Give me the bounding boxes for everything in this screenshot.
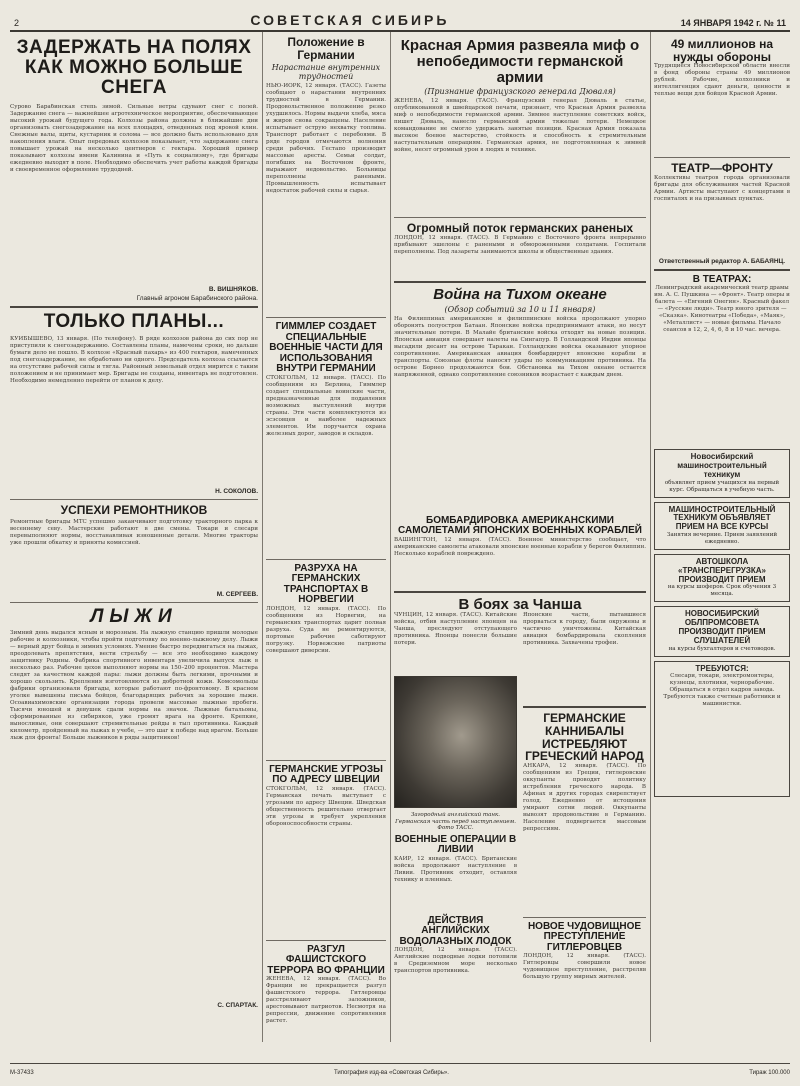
article-headline-submarines: ДЕЙСТВИЯ АНГЛИЙСКИХ ВОДОЛАЗНЫХ ЛОДОК: [399, 914, 512, 947]
article-body: Ремонтные бригады МТС успешно заканчивают подготовку тракторного парка к весеннему севу. Мастерские работают в две смены. Токари и слесари перевыполняют нормы, восстанавливая изношенные детали. Многие тракторы уже прошли обкатку и приняты комиссией.: [10, 519, 258, 547]
article-body: Японские части, пытавшиеся прорваться к городу, были окружены и частично уничтожены. Китайская авиация бомбардировала скопления противника. Захвачены трофеи.: [523, 612, 646, 647]
article-subhead: (Обзор событий за 10 и 11 января): [444, 304, 596, 314]
ad-title: НОВОСИБИРСКИЙ ОБЛПРОМСОВЕТА ПРОИЗВОДИТ ПРИЕМ СЛУШАТЕЛЕЙ: [678, 609, 766, 645]
column-rule: [650, 32, 651, 1042]
ad-title: АВТОШКОЛА «ТРАНСПЕРЕГРУЗКА» ПРОИЗВОДИТ ПРИЕМ: [678, 557, 766, 584]
footer-circulation: Тираж 100.000: [749, 1070, 790, 1076]
article-subhead: Нарастание внутренних трудностей: [271, 63, 381, 82]
divider: [266, 940, 386, 941]
article-body: ЖЕНЕВА, 12 января. (ТАСС). Во Франции не прекращается разгул фашистского террора. Гитлеровцы расстреливают заложников, арестовывают патриотов. Несмотря на репрессии, движение сопротивления растет.: [266, 976, 386, 1025]
changsha-section: [394, 612, 646, 1023]
divider: [10, 306, 258, 308]
article-headline-changsha: В боях за Чанша: [458, 595, 582, 613]
article-body: ЛОНДОН, 12 января. (ТАСС). В Германию с Восточного фронта непрерывно прибывают эшелоны с ранеными и обмороженными солдатами. Госпитали переполнены. Под лазареты занимаются школы и общественные здания.: [394, 234, 646, 255]
divider: [523, 706, 646, 708]
column-left: [10, 32, 258, 1042]
article-body: ЛОНДОН, 12 января. (ТАСС). Гитлеровцы совершили новое чудовищное преступление, расстреляв большую группу мирных жителей.: [523, 953, 646, 981]
article-headline-sweden: ГЕРМАНСКИЕ УГРОЗЫ ПО АДРЕСУ ШВЕЦИИ: [269, 763, 383, 786]
war-photo: [394, 676, 517, 808]
article-headline-himmler: ГИММЛЕР СОЗДАЕТ СПЕЦИАЛЬНЫЕ ВОЕННЫЕ ЧАСТИ ДЛЯ ИСПОЛЬЗОВАНИЯ ВНУТРИ ГЕРМАНИИ: [269, 321, 383, 375]
article-headline-wounded: Огромный поток германских раненых: [406, 221, 634, 236]
article-body: АНКАРА, 12 января. (ТАСС). По сообщениям из Греции, гитлеровские оккупанты проводят политику истребления греческого народа. В Афинах и других городах свирепствует голод. Ежедневно от истощения умирают сотни людей. Оккупанты вывозят продовольствие в Германию. Население подвергается массовым репрессиям.: [523, 762, 646, 832]
article-body: КАИР, 12 января. (ТАСС). Британские войска продолжают наступление в Ливии. Противник отходит, оставляя технику и пленных.: [394, 855, 517, 883]
advertisement: [654, 661, 790, 798]
article-body: КУЙБЫШЕВО, 13 января. (По телефону). В ряде колхозов района до сих пор не приступили к снегозадержанию. Составлены планы, намечены сроки, но дальше бумаги дело не пошло. В колхозе «Красный пахарь» из 400 гектаров, намеченных под снегозадержание, не обработано ни одного. Председатель колхоза ссылается на отсутствие рабочей силы и тягла. Районный земельный отдел мирится с таким положением и не принимает мер. Бригады не созданы, инвентарь не подготовлен. Необходимо немедленно перейти от планов к делу.: [10, 335, 258, 384]
article-headline-theatre: ТЕАТР—ФРОНТУ: [671, 161, 773, 176]
theatres-title: В ТЕАТРАХ:: [692, 273, 752, 285]
ad-body: на курсы шоферов. Срок обучения 3 месяца.: [667, 584, 777, 598]
divider: [266, 317, 386, 318]
ad-body: Занятия вечерние. Прием заявлений ежедневно.: [666, 532, 778, 546]
article-headline-skis: ЛЫЖИ: [90, 606, 178, 628]
divider: [394, 217, 646, 218]
divider: [654, 269, 790, 271]
page-number: 2: [14, 18, 20, 28]
footer-printer: Типография изд-ва «Советская Сибирь».: [333, 1070, 449, 1076]
article-body: ЛОНДОН, 12 января. (ТАСС). По сообщениям из Норвегии, на германских транспортах царит полная разруха. Суда не ремонтируются, портовые рабочие саботируют погрузку. Норвежские патриоты совершают диверсии.: [266, 605, 386, 654]
article-headline-pacific: Война на Тихом океане: [433, 285, 607, 303]
divider: [266, 559, 386, 560]
divider: [523, 917, 646, 918]
signature: В. ВИШНЯКОВ.: [208, 285, 258, 293]
ad-body: объявляет прием учащихся на первый курс. Обращаться в учебную часть.: [664, 479, 780, 493]
article-body: ЧУНЦИН, 12 января. (ТАСС). Китайские войска, отбив наступление японцев на Чанша, преследуют отступающего противника. Японцы понесли большие потери.: [394, 612, 517, 647]
changsha-left: [394, 612, 517, 1023]
article-headline-norway: РАЗРУХА НА ГЕРМАНСКИХ ТРАНСПОРТАХ В НОРВЕГИИ: [283, 562, 369, 606]
advertisement: [654, 502, 790, 550]
theatre-listings: Ленинградский академический театр драмы им. А. С. Пушкина — «Фронт». Театр оперы и балета — «Евгений Онегин». Красный факел — «Русские люди». Театр юного зрителя — «Сказка». Кинотеатры «Победа», «Маяк», «Металлист» — новые фильмы. Начало сеансов в 12, 2, 4, 6, 8 и 10 час. вечера.: [654, 285, 790, 334]
article-body: Сурово Барабинская степь зимой. Сильные ветры сдувают снег с полей. Задержание снега — важнейшее агротехническое мероприятие, обеспечивающее высокий урожай будущего года. Колхозы района должны в ближайшие дни организовать снегозадержание на всех площадях, отведенных под яровой клин. Снежные валы, щиты, кустарник и солома — все должно быть использовано для накопления влаги. Опыт передовых колхозов показывает, что задержание снега повышает урожай на несколько центнеров с гектара. Хороший пример показывают колхозы имени Калинина и «Путь к социализму», где бригады ежедневно выходят в поле. Необходимо обеспечить учет работы каждой бригады и своевременное оформление трудодней.: [10, 103, 258, 173]
photo-caption: Загородный английский танк. Германская часть перед наступлением. Фото ТАСС.: [395, 812, 516, 832]
article-grid: [10, 32, 790, 1064]
article-headline-greece: ГЕРМАНСКИЕ КАННИБАЛЫ ИСТРЕБЛЯЮТ ГРЕЧЕСКИЙ НАРОД: [525, 711, 644, 764]
column-germany: [266, 32, 386, 1042]
newspaper-title: СОВЕТСКАЯ СИБИРЬ: [250, 12, 450, 28]
changsha-right: [523, 612, 646, 1023]
issue-date: 14 ЯНВАРЯ 1942 г. № 11: [680, 18, 786, 28]
signature-role: Главный агроном Барабинского района.: [136, 294, 258, 302]
signature: С. СПАРТАК.: [217, 1002, 258, 1010]
article-body: СТОКГОЛЬМ, 12 января. (ТАСС). Германская печать выступает с угрозами по адресу Швеции. Шведская общественность решительно отвергает эти угрозы и требует укрепления обороноспособности страны.: [266, 785, 386, 827]
page-footer: [10, 1063, 790, 1082]
column-center: [394, 32, 646, 1042]
advertisement: [654, 449, 790, 497]
masthead: [10, 6, 790, 32]
divider: [10, 499, 258, 500]
article-body: ЖЕНЕВА, 12 января. (ТАСС). Французский генерал Дюваль в статье, опубликованной в швейцарской печати, признает, что Красная Армия развеяла миф о непобедимости германской армии. Зимнее наступление советских войск, пишет Дюваль, нанесло германской армии тяжелые потери. Немецкое командование не смогло удержать занятые позиции. Красная Армия показала высокое боевое мастерство, стойкость и способность к стремительным наступательным операциям. Германская армия, не подготовленная к зимней войне, несет огромный урон в людях и технике.: [394, 98, 646, 154]
article-headline-crime: НОВОЕ ЧУДОВИЩНОЕ ПРЕСТУПЛЕНИЕ ГИТЛЕРОВЦЕВ: [527, 920, 642, 953]
article-headline-red-army: Красная Армия развеяла миф о непобедимости германской армии: [400, 37, 640, 86]
article-body: СТОКГОЛЬМ, 12 января. (ТАСС). По сообщениям из Берлина, Гиммлер создает специальные воинские части, предназначенные для подавления возможных выступлений внутри страны. Эти части комплектуются из эсэсовцев и наиболее надежных элементов. Им поручается охрана железных дорог, заводов и складов.: [266, 374, 386, 437]
article-body: НЬЮ-ЙОРК, 12 января. (ТАСС). Газеты сообщают о нарастании внутренних трудностей в Германии. Продовольственное положение резко ухудшилось. Нормы выдачи хлеба, мяса и жиров снова сокращены. Население испытывает острую нехватку топлива. Транспорт работает с перебоями. В ряде городов отмечаются волнения среди рабочих. Гестапо производит массовые аресты. Семьи солдат, погибших на Восточном фронте, выражают недовольство. Больницы переполнены ранеными. Промышленность испытывает недостаток рабочей силы и сырья.: [266, 83, 386, 195]
ad-body: Слесари, токари, электромонтеры, кузнецы, плотники, чернорабочие. Обращаться в отдел кадров завода. Требуются также счетные работники и машинистки.: [663, 673, 781, 708]
article-headline-defense: 49 миллионов на нужды обороны: [670, 37, 774, 64]
article-subhead: (Признание французского генерала Дюваля): [424, 87, 616, 97]
divider: [394, 281, 646, 283]
article-body: Трудящиеся Новосибирской области внесли в фонд обороны страны 49 миллионов рублей. Рабочие, колхозники и интеллигенция сдают деньги, ценности и теплые вещи для бойцов Красной Армии.: [654, 63, 790, 98]
article-headline-germany: Положение в Германии: [287, 35, 365, 62]
column-right: [654, 32, 790, 1042]
advertisement: [654, 554, 790, 602]
divider: [394, 591, 646, 593]
column-rule: [390, 32, 391, 1042]
article-headline-repair: УСПЕХИ РЕМОНТНИКОВ: [60, 502, 208, 517]
article-headline-libya: ВОЕННЫЕ ОПЕРАЦИИ В ЛИВИИ: [394, 833, 517, 856]
signature: М. СЕРГЕЕВ.: [216, 591, 258, 599]
divider: [10, 602, 258, 603]
article-headline-bombing: БОМБАРДИРОВКА АМЕРИКАНСКИМИ САМОЛЕТАМИ ЯПОНСКИХ ВОЕННЫХ КОРАБЛЕЙ: [398, 514, 642, 537]
divider: [654, 157, 790, 158]
article-body: На Филиппинах американские и филиппинские войска продолжают упорно оборонять полуостров Батаан. Японские войска предпринимают атаки, но несут значительные потери. В Малайе британские войска отходят на новые позиции. Японская авиация совершает налеты на Сингапур. В Голландской Индии японцы высадили десант на острове Таракан. Голландские войска оказывают упорное сопротивление. Американская авиация бомбардирует японские корабли и транспорты. Союзные флоты наносят удары по коммуникациям противника. На острове Борнео продолжаются бои. Обстановка на Тихом океане остается напряженной, однако сопротивление союзников возрастает с каждым днем.: [394, 315, 646, 378]
article-body: ВАШИНГТОН, 12 января. (ТАСС). Военное министерство сообщает, что американские самолеты атаковали японские военные корабли у берегов Филиппин. Несколько кораблей повреждено.: [394, 536, 646, 557]
article-body: Зимний день выдался ясным и морозным. На лыжную станцию пришли молодые рабочие и колхозники, чтобы пройти подготовку по военно-лыжному делу. Лыжи — верный друг бойца в зимних условиях. Умение быстро передвигаться на лыжах, преодолевать препятствия, вести стрельбу — все это необходимо каждому защитнику Родины. Фабрика спортивного инвентаря увеличила выпуск лыж в несколько раз. Рабочие цехов выполняют нормы на 150–200 процентов. Мастера следят за качеством каждой пары: лыжи должны быть легкими, прочными и хорошо скользить. Крепления изготовляются из добротной кожи. Комсомольцы фабрики организовали бригады, которые работают по-фронтовому. В красном уголке вывешены письма бойцов, благодарящих рабочих за хорошие лыжи. Осоавиахимовские организации города провели массовые лыжные пробеги. Тысячи юношей и девушек сдали нормы на значок. Лыжные батальоны, сформированные из сибиряков, уже громят врага на фронте. Крепкие, выносливые, они совершают стремительные рейды в тыл противника. Каждый километр, пройденный на лыжах в учебе, — это шаг к победе над врагом. Больше лыж для фронта! Больше лыжников в ряды защитников!: [10, 630, 258, 742]
article-headline-france: РАЗГУЛ ФАШИСТСКОГО ТЕРРОРА ВО ФРАНЦИИ: [267, 943, 385, 976]
ad-body: на курсы бухгалтеров и счетоводов.: [668, 645, 776, 652]
article-headline-snow: ЗАДЕРЖАТЬ НА ПОЛЯХ КАК МОЖНО БОЛЬШЕ СНЕГА: [16, 37, 252, 98]
signature: Н. СОКОЛОВ.: [215, 487, 258, 495]
article-body: ЛОНДОН, 12 января. (ТАСС). Английские подводные лодки потопили в Средиземном море несколько транспортов противника.: [394, 947, 517, 975]
footer-code: М-37433: [10, 1070, 34, 1076]
column-rule: [262, 32, 263, 1042]
article-body: Коллективы театров города организовали бригады для обслуживания частей Красной Армии. Артисты выступают с концертами в госпиталях и на призывных пунктах.: [654, 174, 790, 202]
divider: [266, 760, 386, 761]
editor-line: Ответственный редактор А. БАБАЯНЦ.: [658, 257, 786, 265]
article-headline-plans: ТОЛЬКО ПЛАНЫ...: [43, 310, 225, 332]
ad-title: ТРЕБУЮТСЯ:: [695, 663, 749, 673]
ad-title: Новосибирский машиностроительный техникум: [677, 452, 767, 479]
ad-title: МАШИНОСТРОИТЕЛЬНЫЙ ТЕХНИКУМ ОБЪЯВЛЯЕТ ПРИЕМ НА ВСЕ КУРСЫ: [668, 504, 776, 532]
advertisement: [654, 606, 790, 656]
